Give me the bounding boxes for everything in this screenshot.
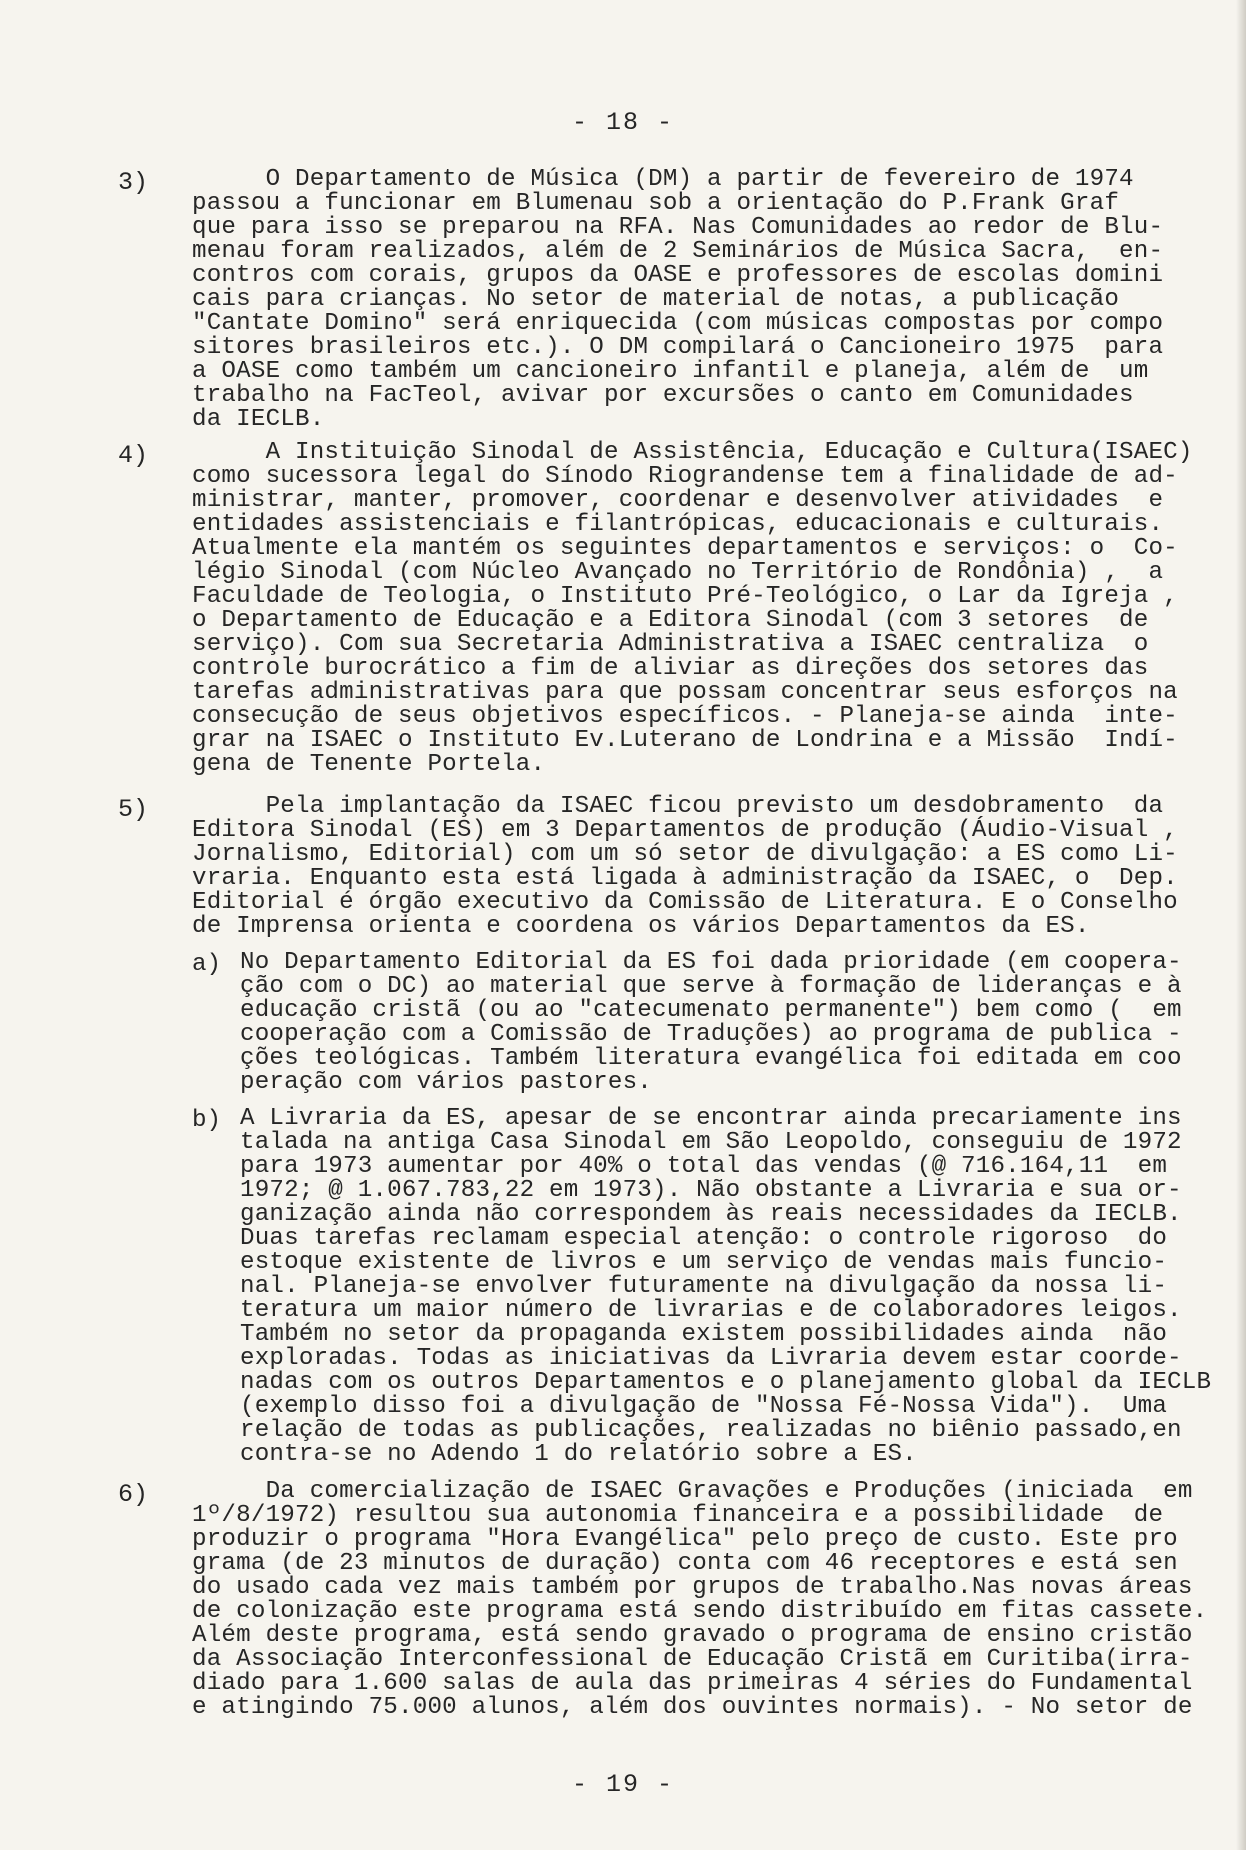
text-line: 1º/8/1972) resultou sua autonomia financeira e a possibilidade de	[192, 1502, 1164, 1529]
text-line: relação de todas as publicações, realizadas no biênio passado,en	[240, 1417, 1182, 1444]
text-line: exploradas. Todas as iniciativas da Livraria devem estar coorde-	[240, 1345, 1182, 1372]
section-number: 5)	[118, 795, 149, 824]
text-line: que para isso se preparou na RFA. Nas Comunidades ao redor de Blu-	[192, 214, 1164, 241]
text-line: diado para 1.600 salas de aula das primeiras 4 séries do Fundamental	[192, 1670, 1193, 1697]
text-line: ministrar, manter, promover, coordenar e desenvolver atividades e	[192, 487, 1164, 514]
text-line: sitores brasileiros etc.). O DM compilará o Cancioneiro 1975 para	[192, 334, 1164, 361]
text-line: tarefas administrativas para que possam concentrar seus esforços na	[192, 679, 1178, 706]
text-line: grama (de 23 minutos de duração) conta com 46 receptores e está sen	[192, 1550, 1178, 1577]
text-line: entidades assistenciais e filantrópicas, educacionais e culturais.	[192, 511, 1164, 538]
list-marker: b)	[192, 1107, 222, 1134]
section-number: 4)	[118, 441, 149, 470]
text-line: teratura um maior número de livrarias e de colaboradores leigos.	[240, 1297, 1182, 1324]
text-line: educação cristã (ou ao "catecumenato permanente") bem como ( em	[240, 997, 1182, 1024]
text-line: como sucessora legal do Sínodo Riograndense tem a finalidade de ad-	[192, 463, 1178, 490]
text-line: Editorial é órgão executivo da Comissão de Literatura. E o Conselho	[192, 889, 1178, 916]
text-line: de Imprensa orienta e coordena os vários Departamentos da ES.	[192, 913, 1090, 940]
text-line: o Departamento de Educação e a Editora Sinodal (com 3 setores de	[192, 607, 1149, 634]
text-line: talada na antiga Casa Sinodal em São Leopoldo, conseguiu de 1972	[240, 1129, 1182, 1156]
text-line: (exemplo disso foi a divulgação de "Nossa Fé-Nossa Vida"). Uma	[240, 1393, 1168, 1420]
text-line: a OASE como também um cancioneiro infantil e planeja, além de um	[192, 358, 1149, 385]
text-line: Além deste programa, está sendo gravado o programa de ensino cristão	[192, 1622, 1193, 1649]
text-line: Faculdade de Teologia, o Instituto Pré-Teológico, o Lar da Igreja ,	[192, 583, 1178, 610]
text-line: A Livraria da ES, apesar de se encontrar ainda precariamente ins	[240, 1105, 1182, 1132]
text-line: passou a funcionar em Blumenau sob a orientação do P.Frank Graf	[192, 190, 1120, 217]
header-page-number: - 18 -	[571, 108, 674, 137]
text-line: cais para crianças. No setor de material de notas, a publicação	[192, 286, 1120, 313]
section-number: 6)	[118, 1480, 149, 1509]
text-line: No Departamento Editorial da ES foi dada prioridade (em coopera-	[240, 949, 1182, 976]
text-line: trabalho na FacTeol, avivar por excursões o canto em Comunidades	[192, 382, 1134, 409]
text-line: menau foram realizados, além de 2 Seminários de Música Sacra, en-	[192, 238, 1164, 265]
text-line: Jornalismo, Editorial) com um só setor de divulgação: a ES como Li-	[192, 841, 1178, 868]
text-line: Duas tarefas reclamam especial atenção: o controle rigoroso do	[240, 1225, 1168, 1252]
text-line: produzir o programa "Hora Evangélica" pelo preço de custo. Este pro	[192, 1526, 1178, 1553]
section-number: 3)	[118, 168, 149, 197]
text-line: 1972; @ 1.067.783,22 em 1973). Não obstante a Livraria e sua or-	[240, 1177, 1182, 1204]
text-line: nal. Planeja-se envolver futuramente na divulgação da nossa li-	[240, 1273, 1168, 1300]
text-line: Pela implantação da ISAEC ficou previsto um desdobramento da	[192, 793, 1164, 820]
text-line: Atualmente ela mantém os seguintes departamentos e serviços: o Co-	[192, 535, 1178, 562]
text-line: O Departamento de Música (DM) a partir de fevereiro de 1974	[192, 166, 1134, 193]
text-line: e atingindo 75.000 alunos, além dos ouvintes normais). - No setor de	[192, 1694, 1193, 1721]
text-line: peração com vários pastores.	[240, 1069, 653, 1096]
text-line: Da comercialização de ISAEC Gravações e Produções (iniciada em	[192, 1478, 1193, 1505]
text-line: ção com o DC) ao material que serve à formação de lideranças e à	[240, 973, 1182, 1000]
text-line: estoque existente de livros e um serviço de vendas mais funcio-	[240, 1249, 1168, 1276]
text-line: do usado cada vez mais também por grupos de trabalho.Nas novas áreas	[192, 1574, 1193, 1601]
text-line: nadas com os outros Departamentos e o planejamento global da IECLB	[240, 1369, 1212, 1396]
page-edge-shadow	[1236, 0, 1246, 1850]
text-line: grar na ISAEC o Instituto Ev.Luterano de Londrina e a Missão Indí-	[192, 727, 1178, 754]
text-line: controle burocrático a fim de aliviar as direções dos setores das	[192, 655, 1149, 682]
text-line: cooperação com a Comissão de Traduções) ao programa de publica -	[240, 1021, 1182, 1048]
text-line: légio Sinodal (com Núcleo Avançado no Território de Rondônia) , a	[192, 559, 1164, 586]
text-line: serviço). Com sua Secretaria Administrativa a ISAEC centraliza o	[192, 631, 1149, 658]
text-line: contra-se no Adendo 1 do relatório sobre a ES.	[240, 1441, 917, 1468]
text-line: para 1973 aumentar por 40% o total das vendas (@ 716.164,11 em	[240, 1153, 1168, 1180]
text-line: "Cantate Domino" será enriquecida (com músicas compostas por compo	[192, 310, 1164, 337]
text-line: contros com corais, grupos da OASE e professores de escolas domini	[192, 262, 1164, 289]
text-line: da Associação Interconfessional de Educação Cristã em Curitiba(irra-	[192, 1646, 1193, 1673]
text-line: da IECLB.	[192, 406, 325, 433]
text-line: gena de Tenente Portela.	[192, 751, 546, 778]
text-line: ganização ainda não correspondem às reais necessidades da IECLB.	[240, 1201, 1182, 1228]
text-line: A Instituição Sinodal de Assistência, Educação e Cultura(ISAEC)	[192, 439, 1193, 466]
text-line: Também no setor da propaganda existem possibilidades ainda não	[240, 1321, 1168, 1348]
text-line: de colonização este programa está sendo distribuído em fitas cassete.	[192, 1598, 1208, 1625]
text-line: vraria. Enquanto esta está ligada à administração da ISAEC, o Dep.	[192, 865, 1178, 892]
footer-page-number: - 19 -	[571, 1770, 674, 1799]
list-marker: a)	[192, 951, 222, 978]
text-line: consecução de seus objetivos específicos. - Planeja-se ainda inte-	[192, 703, 1178, 730]
text-line: ções teológicas. Também literatura evangélica foi editada em coo	[240, 1045, 1182, 1072]
text-line: Editora Sinodal (ES) em 3 Departamentos de produção (Áudio-Visual ,	[192, 817, 1178, 844]
